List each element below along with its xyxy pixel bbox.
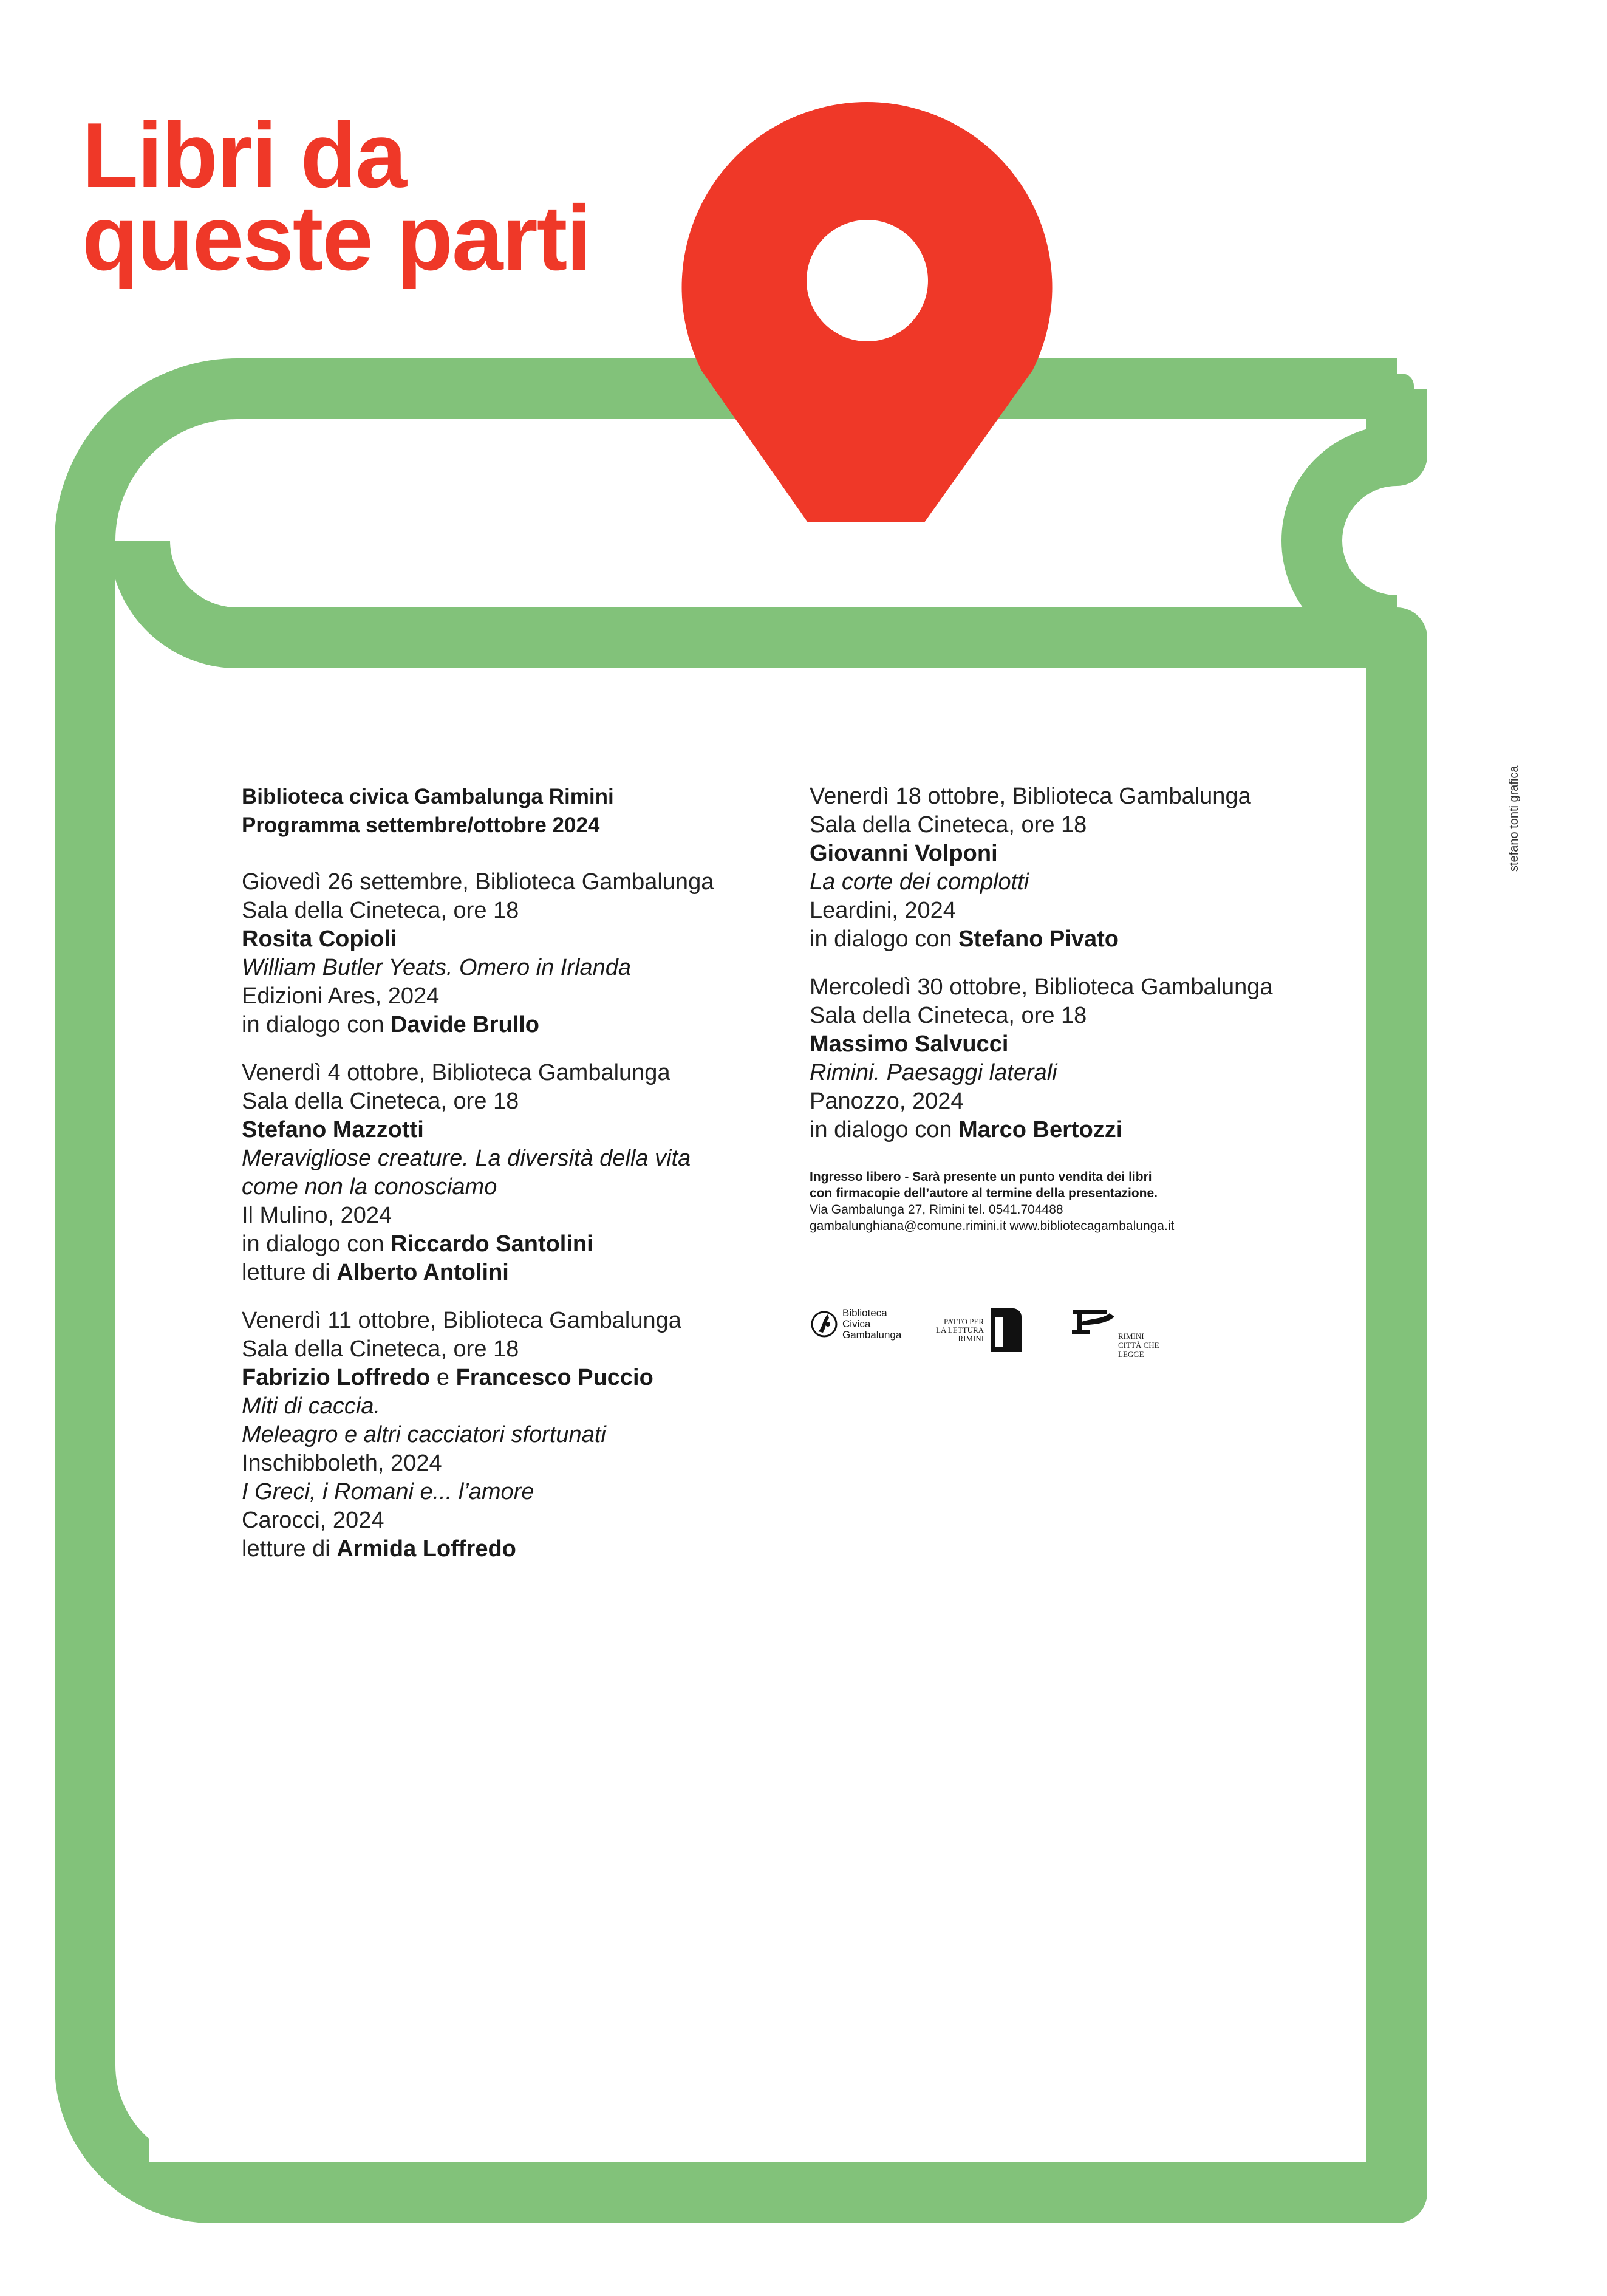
event-publisher: Panozzo, 2024 (810, 1088, 964, 1114)
biblioteca-logo-text (842, 1308, 901, 1341)
dialog-name: Davide Brullo (391, 1012, 540, 1037)
event-book-2: I Greci, i Romani e... l’amore (242, 1479, 534, 1505)
event-book: William Butler Yeats. Omero in Irlanda (242, 955, 631, 980)
event-publisher: Leardini, 2024 (810, 898, 956, 923)
event-place: Sala della Cineteca, ore 18 (242, 1088, 519, 1114)
dialog-prefix: in dialogo con (242, 1012, 384, 1037)
event-place: Sala della Cineteca, ore 18 (242, 898, 519, 923)
pin-hole (807, 220, 928, 341)
title-line-1: Libri da (82, 104, 406, 207)
info-line-1: Ingresso libero - Sarà presente un punto vendita dei libri (810, 1170, 1152, 1184)
poster-title (82, 104, 591, 290)
event-item (242, 1059, 776, 1287)
rimini-logo-line: RIMINI (1118, 1331, 1144, 1341)
info-line-2: con firmacopie dell’autore al termine della presentazione. (810, 1186, 1158, 1200)
patto-logo-line: RIMINI (958, 1334, 984, 1343)
rimini-logo-line: CITTÀ CHE (1118, 1341, 1159, 1350)
biblioteca-emblem-icon (810, 1306, 839, 1342)
book-back-cover (1312, 389, 1397, 626)
event-author: Massimo Salvucci (810, 1031, 1009, 1057)
reading-prefix: letture di (242, 1536, 330, 1562)
dialog-prefix: in dialogo con (810, 926, 952, 952)
biblioteca-logo-line: Biblioteca (842, 1307, 887, 1319)
event-publisher-1: Inschibboleth, 2024 (242, 1450, 442, 1476)
dialog-prefix: in dialogo con (810, 1117, 952, 1143)
sponsor-logos (810, 1300, 1223, 1367)
patto-logo-line: LA LETTURA (936, 1325, 984, 1334)
event-publisher-2: Carocci, 2024 (242, 1508, 384, 1533)
program-right-column (810, 782, 1356, 1234)
program-header-line-1: Biblioteca civica Gambalunga Rimini (242, 785, 614, 808)
patto-logo-text (936, 1317, 984, 1343)
event-book-1-line-2: Meleagro e altri cacciatori sfortunati (242, 1422, 606, 1447)
event-book: Rimini. Paesaggi laterali (810, 1060, 1057, 1085)
event-authors (242, 1364, 776, 1392)
event-item (242, 868, 776, 1039)
reading-name: Alberto Antolini (336, 1260, 509, 1285)
event-item (242, 1307, 776, 1563)
biblioteca-logo-line: Civica (842, 1318, 871, 1330)
design-credit-text: stefano tonti grafica (1507, 765, 1521, 872)
event-author: Stefano Mazzotti (242, 1117, 424, 1143)
program-header-line-2: Programma settembre/ottobre 2024 (242, 813, 600, 837)
dialog-name: Stefano Pivato (958, 926, 1119, 952)
event-publisher: Edizioni Ares, 2024 (242, 983, 440, 1009)
event-reading (242, 1535, 776, 1563)
patto-lettura-logo (936, 1306, 1024, 1355)
biblioteca-gambalunga-logo (810, 1306, 901, 1342)
event-book-line-1: Meravigliose creature. La diversità della vita (242, 1146, 691, 1171)
rimini-logo-line: LEGGE (1118, 1350, 1144, 1359)
event-author: Rosita Copioli (242, 926, 397, 952)
book-top-edge (1385, 374, 1414, 434)
event-book-1-line-1: Miti di caccia. (242, 1393, 381, 1419)
event-place: Sala della Cineteca, ore 18 (242, 1336, 519, 1362)
event-item (810, 973, 1356, 1144)
book-icon (989, 1306, 1024, 1355)
event-book-line-2: come non la conosciamo (242, 1174, 497, 1200)
event-date: Venerdì 18 ottobre, Biblioteca Gambalunga (810, 784, 1251, 809)
info-address: Via Gambalunga 27, Rimini tel. 0541.704488 (810, 1203, 1063, 1217)
dialog-prefix: in dialogo con (242, 1231, 384, 1257)
info-contacts: gambalunghiana@comune.rimini.it www.bibliotecagambalunga.it (810, 1219, 1175, 1233)
program-header (242, 782, 776, 839)
title-line-2: queste parti (82, 186, 591, 290)
event-publisher: Il Mulino, 2024 (242, 1203, 392, 1228)
biblioteca-logo-line: Gambalunga (842, 1329, 902, 1341)
event-author-2: Francesco Puccio (455, 1365, 653, 1390)
event-dialog (242, 1230, 776, 1259)
dialog-name: Marco Bertozzi (958, 1117, 1123, 1143)
event-dialog (810, 1116, 1356, 1144)
program-left-column (242, 782, 776, 1583)
design-credit (1505, 744, 1523, 872)
event-place: Sala della Cineteca, ore 18 (810, 812, 1087, 838)
practical-info (810, 1169, 1356, 1234)
reading-prefix: letture di (242, 1260, 330, 1285)
event-date: Giovedì 26 settembre, Biblioteca Gambalunga (242, 869, 714, 895)
patto-logo-line: PATTO PER (943, 1317, 984, 1326)
event-reading (242, 1259, 776, 1287)
event-author-1: Fabrizio Loffredo (242, 1365, 431, 1390)
event-place: Sala della Cineteca, ore 18 (810, 1003, 1087, 1028)
event-date: Venerdì 4 ottobre, Biblioteca Gambalunga (242, 1060, 670, 1085)
rimini-citta-che-legge-logo (1071, 1305, 1159, 1359)
event-dialog (242, 1011, 776, 1039)
event-author: Giovanni Volponi (810, 841, 998, 866)
event-dialog (810, 925, 1356, 954)
event-item (810, 782, 1356, 954)
event-authors-conj: e (436, 1365, 450, 1390)
reading-name: Armida Loffredo (336, 1536, 516, 1562)
dialog-name: Riccardo Santolini (391, 1231, 593, 1257)
rimini-r-icon (1071, 1305, 1117, 1341)
event-date: Venerdì 11 ottobre, Biblioteca Gambalunga (242, 1308, 681, 1333)
rimini-logo-text (1118, 1331, 1159, 1359)
event-date: Mercoledì 30 ottobre, Biblioteca Gambalunga (810, 974, 1273, 1000)
event-book: La corte dei complotti (810, 869, 1029, 895)
